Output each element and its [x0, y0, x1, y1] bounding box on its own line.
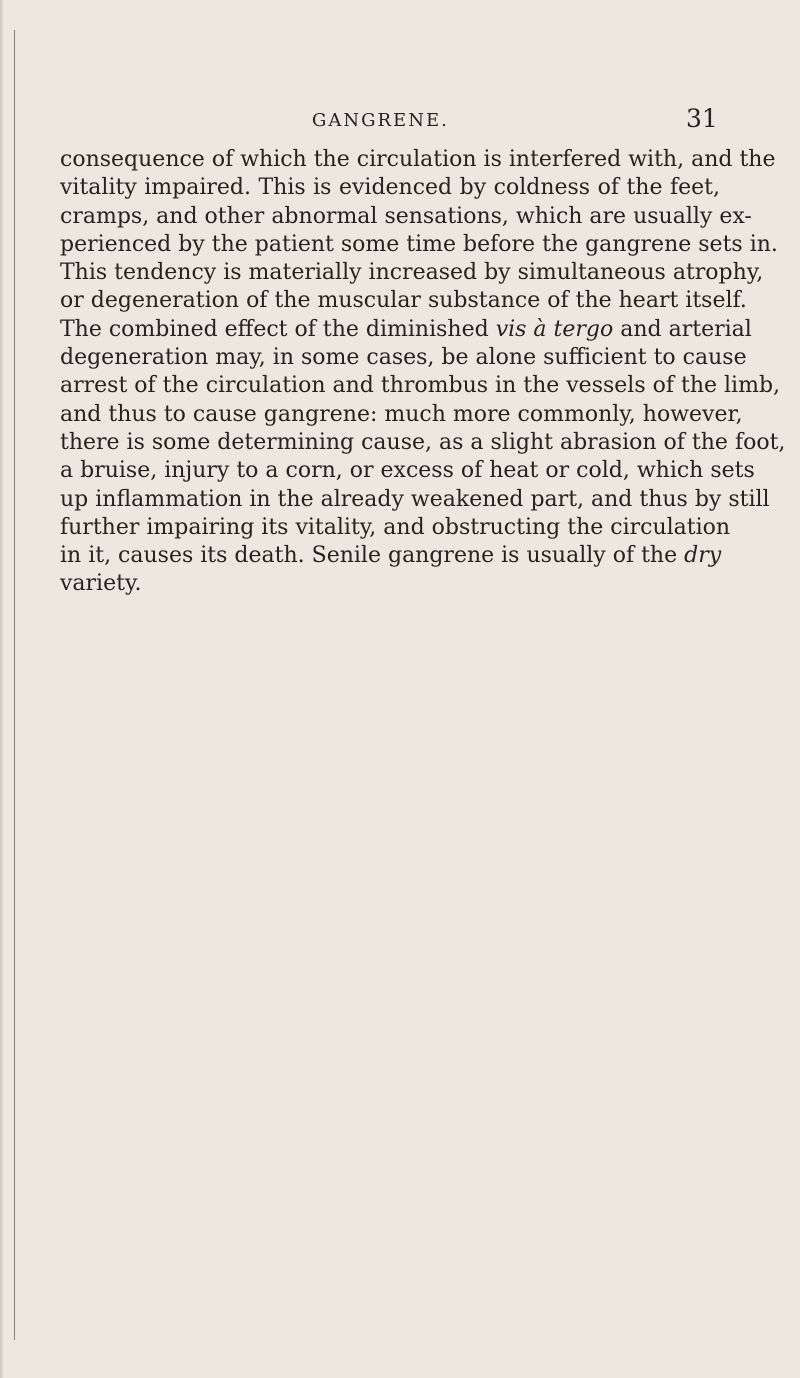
text-line: arrest of the circulation and thrombus in the vessels of the limb, — [60, 373, 781, 399]
text-line: and thus to cause gangrene: much more commonly, however, — [60, 401, 743, 427]
text-line: consequence of which the circulation is interfered with, and the — [60, 147, 776, 172]
italic-word: dry — [684, 543, 722, 569]
text-line: This tendency is materially increased by simultaneous atrophy, — [60, 260, 764, 286]
running-head: GANGRENE. — [312, 110, 449, 131]
text-line: further impairing its vitality, and obstructing the circulation — [60, 514, 731, 540]
text-line: there is some determining cause, as a slight abrasion of the foot, — [60, 429, 786, 455]
text-segment: in it, causes its death. Senile gangrene is usually of the — [60, 543, 678, 569]
italic-phrase: vis à tergo — [495, 316, 614, 342]
text-line: a bruise, injury to a corn, or excess of heat or cold, which sets — [60, 458, 755, 484]
text-line: or degeneration of the muscular substance of the heart itself. — [60, 288, 747, 314]
binding-shadow — [14, 30, 15, 1340]
text-line: perienced by the patient some time before the gangrene sets in. — [60, 231, 778, 257]
body-paragraph — [60, 146, 786, 599]
text-line: cramps, and other abnormal sensations, which are usually ex- — [60, 203, 752, 229]
text-line: variety. — [60, 571, 142, 597]
text-line: up inflammation in the already weakened part, and thus by still — [60, 486, 770, 512]
text-segment: and arterial — [620, 316, 752, 342]
page-header — [0, 104, 800, 136]
text-line — [60, 316, 752, 344]
text-line: vitality impaired. This is evidenced by coldness of the feet, — [60, 175, 720, 201]
text-line — [60, 542, 720, 570]
text-segment: The combined effect of the diminished — [60, 316, 489, 342]
text-line: degeneration may, in some cases, be alone sufficient to cause — [60, 345, 747, 371]
page-edge — [0, 0, 4, 1378]
page-number: 31 — [686, 104, 718, 133]
